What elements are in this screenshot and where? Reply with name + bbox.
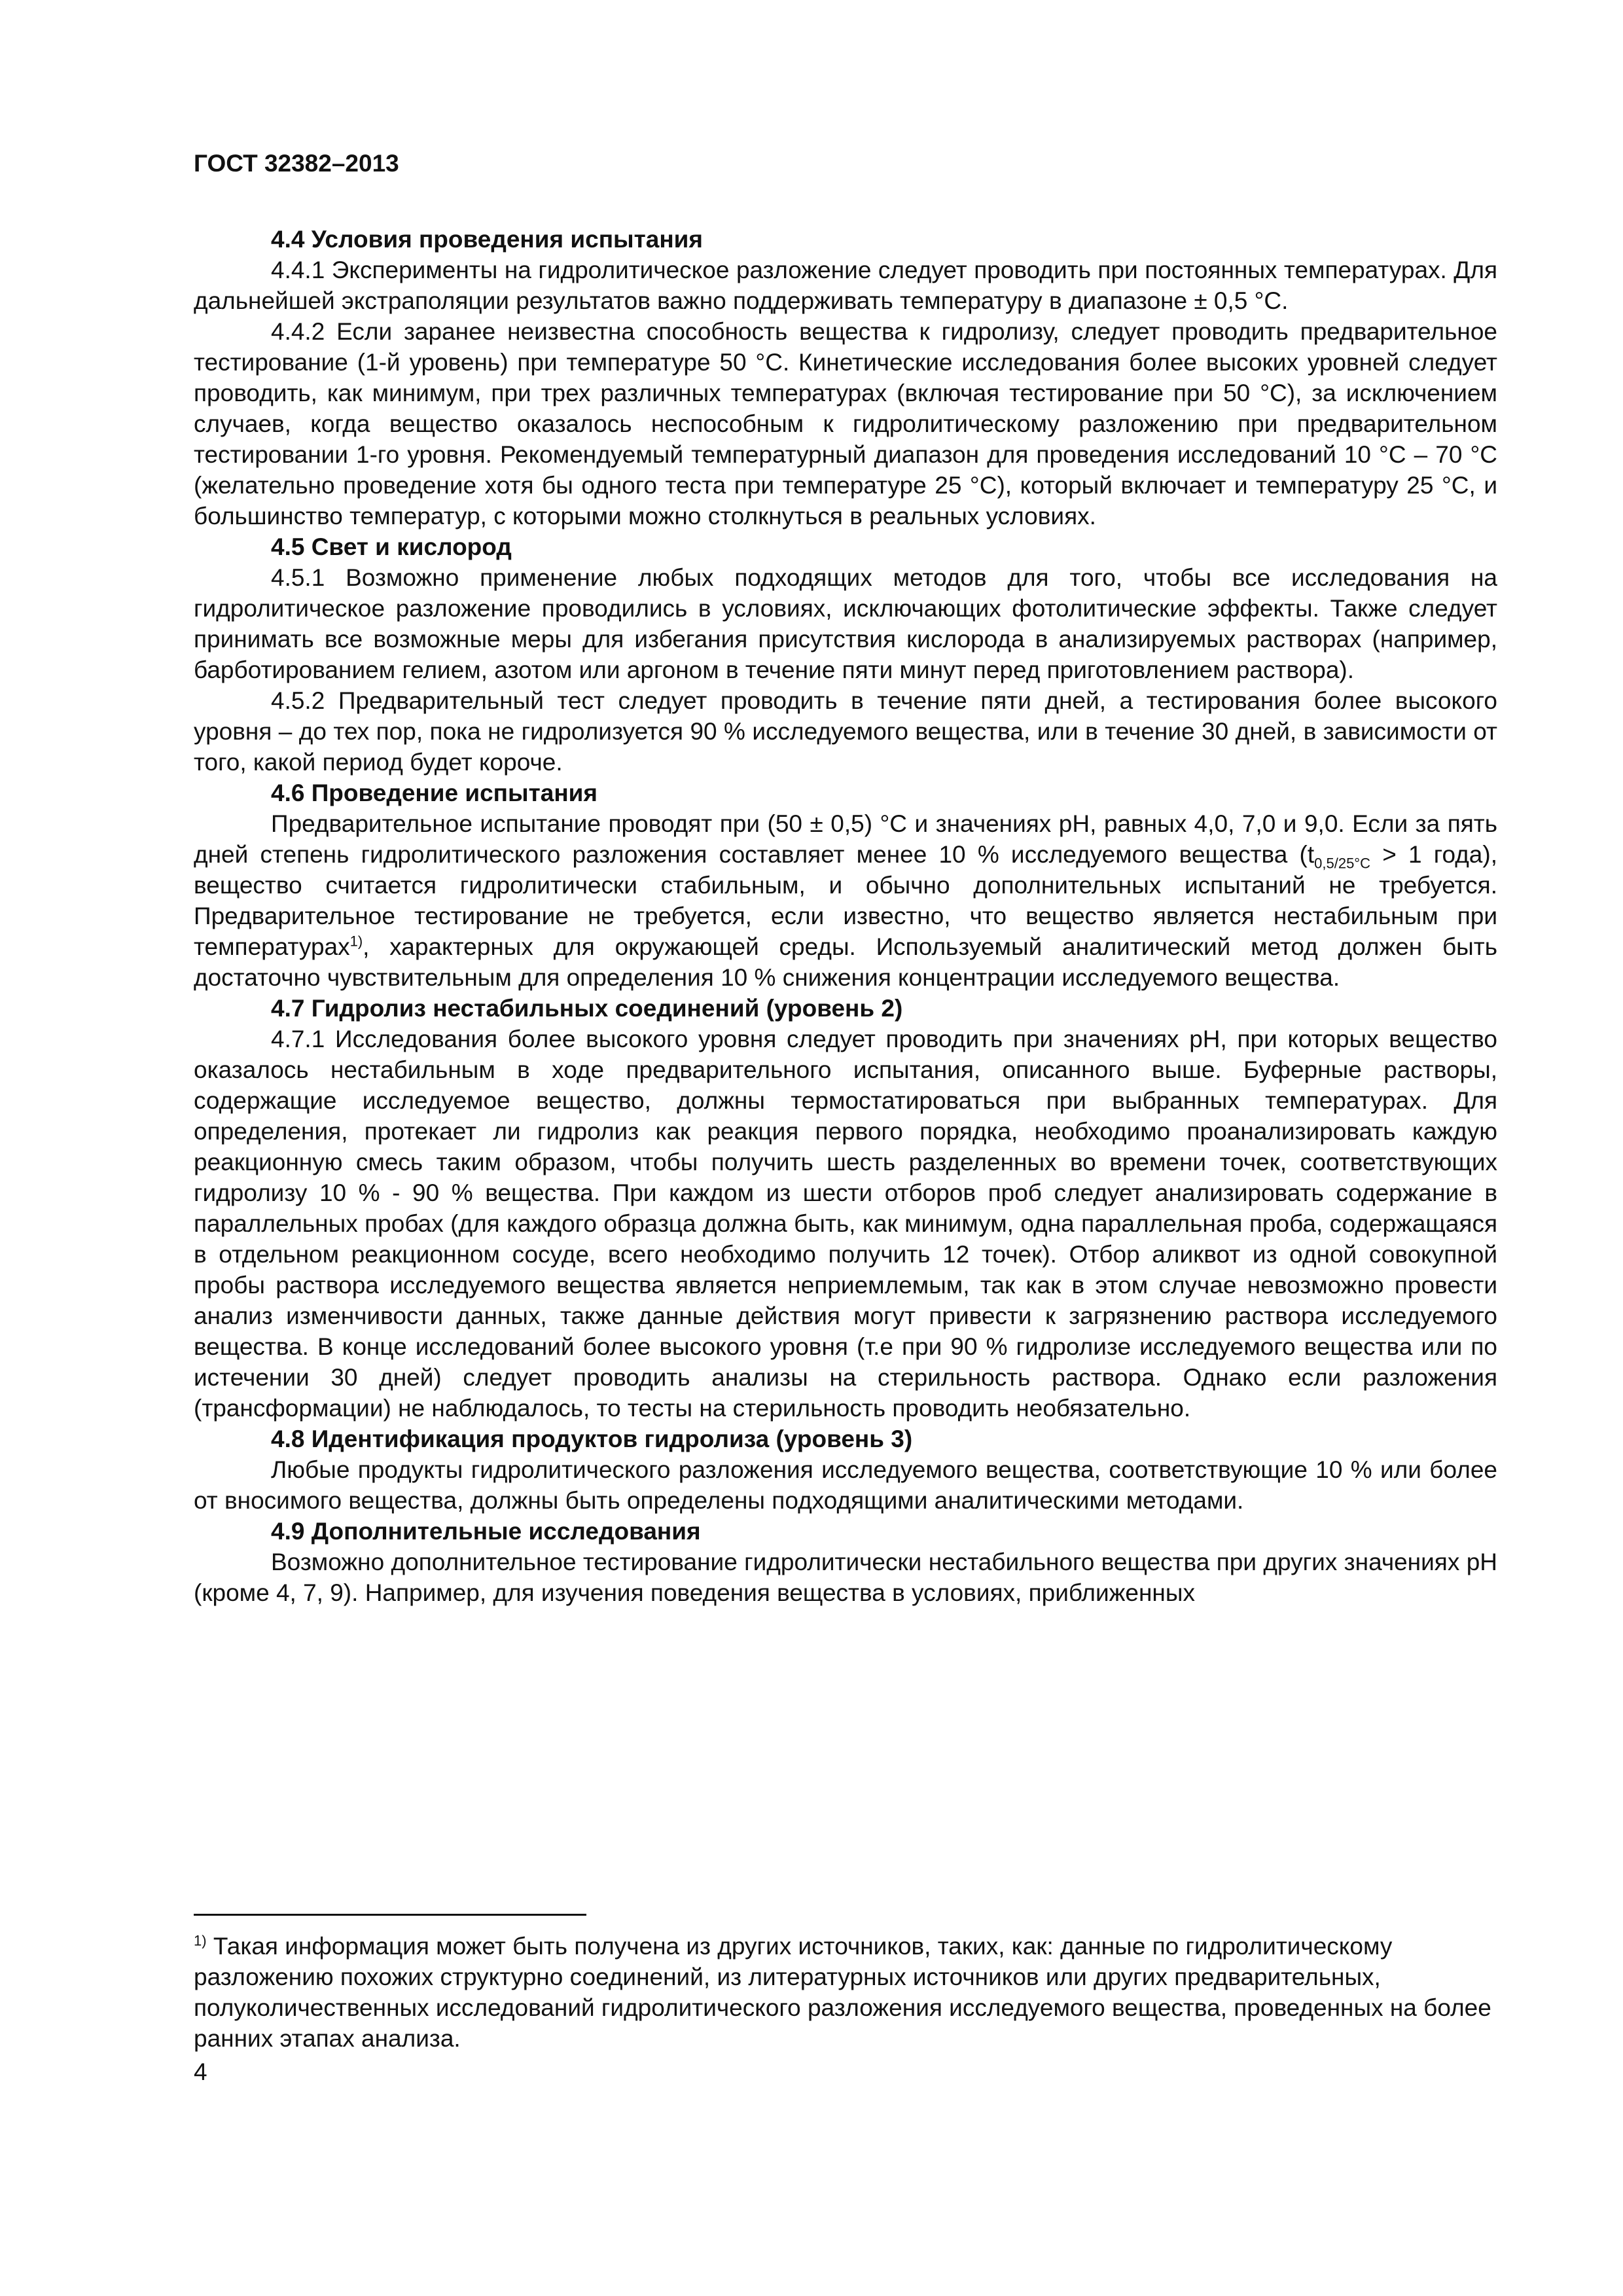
paragraph-4-9: Возможно дополнительное тестирование гидролитически нестабильного вещества при других значениях рН (кроме 4, 7, 9). Например, для изучения поведения вещества в условиях, приближенных [194,1549,1497,1606]
footnote-marker: 1) [194,1932,207,1949]
paragraph-4-4-1: 4.4.1 Эксперименты на гидролитическое разложение следует проводить при постоянных температурах. Для дальнейшей экстраполяции результатов важно поддерживать температуру в диапазоне ± 0,5 °С. [194,257,1497,314]
paragraph-4-7-1: 4.7.1 Исследования более высокого уровня следует проводить при значениях рН, при которых вещество оказалось нестабильным в ходе предварительного испытания, описанного выше. Буферные растворы, содержащие исследуемое вещество, должны термостатироваться при выбранных температурах. Для определения, протекает ли гидролиз как реакция первого порядка, необходимо проанализировать каждую реакционную смесь таким образом, чтобы получить шесть разделенных во времени точек, соответствующих гидролизу 10 % - 90 % вещества. При каждом из шести отборов проб следует анализировать содержание в параллельных пробах (для каждого образца должна быть, как минимум, одна параллельная проба, содержащаяся в отдельном реакционном сосуде, всего необходимо получить 12 точек). Отбор аликвот из одной совокупной пробы раствора исследуемого вещества является неприемлемым, так как в этом случае невозможно провести анализ изменчивости данных, также данные действия могут привести к загрязнению раствора исследуемого вещества. В конце исследований более высокого уровня (т.е при 90 % гидролизе исследуемого вещества или по истечении 30 дней) следует проводить анализы на стерильность раствора. Однако если разложения (трансформации) не наблюдалось, то тесты на стерильность проводить необязательно. [194,1026,1497,1422]
section-heading-4-8: 4.8 Идентификация продуктов гидролиза (уровень 3) [271,1426,913,1452]
section-heading-4-4: 4.4 Условия проведения испытания [271,226,704,253]
paragraph-4-8: Любые продукты гидролитического разложения исследуемого вещества, соответствующие 10 % или более от вносимого вещества, должны быть определены подходящими аналитическими методами. [194,1456,1497,1514]
paragraph-4-5-2: 4.5.2 Предварительный тест следует проводить в течение пяти дней, а тестирования более высокого уровня – до тех пор, пока не гидролизуется 90 % исследуемого вещества, или в течение 30 дней, в зависимости от того, какой период будет короче. [194,687,1497,776]
section-heading-4-5: 4.5 Свет и кислород [271,533,512,560]
section-heading-4-6: 4.6 Проведение испытания [271,780,598,806]
paragraph-4-6-part-b: > 1 года), вещество считается гидролитически стабильным, и обычно дополнительных испытаний не требуется. Предварительное тестирование не требуется, если известно, что вещество является нестабильным при температурах [194,841,1497,960]
section-heading-4-9: 4.9 Дополнительные исследования [271,1518,701,1545]
page-body [194,149,1497,1608]
page-number: 4 [194,2058,207,2085]
paragraph-4-6 [194,808,1497,993]
paragraph-4-6-part-a: Предварительное испытание проводят при (50 ± 0,5) °С и значениях рН, равных 4,0, 7,0 и 9,0. Если за пять дней степень гидролитического разложения составляет менее 10 % исследуемого вещества (t [194,810,1497,868]
section-heading-4-7: 4.7 Гидролиз нестабильных соединений (уровень 2) [271,995,903,1022]
paragraph-4-4-2: 4.4.2 Если заранее неизвестна способность вещества к гидролизу, следует проводить предварительное тестирование (1-й уровень) при температуре 50 °С. Кинетические исследования более высоких уровней следует проводить, как минимум, при трех различных температурах (включая тестирование при 50 °С), за исключением случаев, когда вещество оказалось неспособным к гидролитическому разложению при предварительном тестировании 1-го уровня. Рекомендуемый температурный диапазон для проведения исследований 10 °С – 70 °С (желательно проведение хотя бы одного теста при температуре 25 °С), который включает и температуру 25 °С, и большинство температур, с которыми можно столкнуться в реальных условиях. [194,318,1497,529]
paragraph-4-6-part-c: , характерных для окружающей среды. Используемый аналитический метод должен быть достаточно чувствительным для определения 10 % снижения концентрации исследуемого вещества. [194,933,1497,991]
document-code: ГОСТ 32382–2013 [194,150,399,177]
footnote [194,1931,1497,2054]
footnote-text: Такая информация может быть получена из других источников, таких, как: данные по гидролитическому разложению похожих структурно соединений, из литературных источников или других предварительных, полуколичественных исследований гидролитического разложения исследуемого вещества, проведенных на более ранних этапах анализа. [194,1933,1491,2052]
paragraph-4-5-1: 4.5.1 Возможно применение любых подходящих методов для того, чтобы все исследования на гидролитическое разложение проводились в условиях, исключающих фотолитические эффекты. Также следует принимать все возможные меры для избегания присутствия кислорода в анализируемых растворах (например, барботированием гелием, азотом или аргоном в течение пяти минут перед приготовлением раствора). [194,564,1497,683]
half-life-subscript: 0,5/25°С [1314,855,1370,872]
footnote-divider [194,1914,586,1916]
footnote-reference[interactable]: 1) [349,933,363,950]
